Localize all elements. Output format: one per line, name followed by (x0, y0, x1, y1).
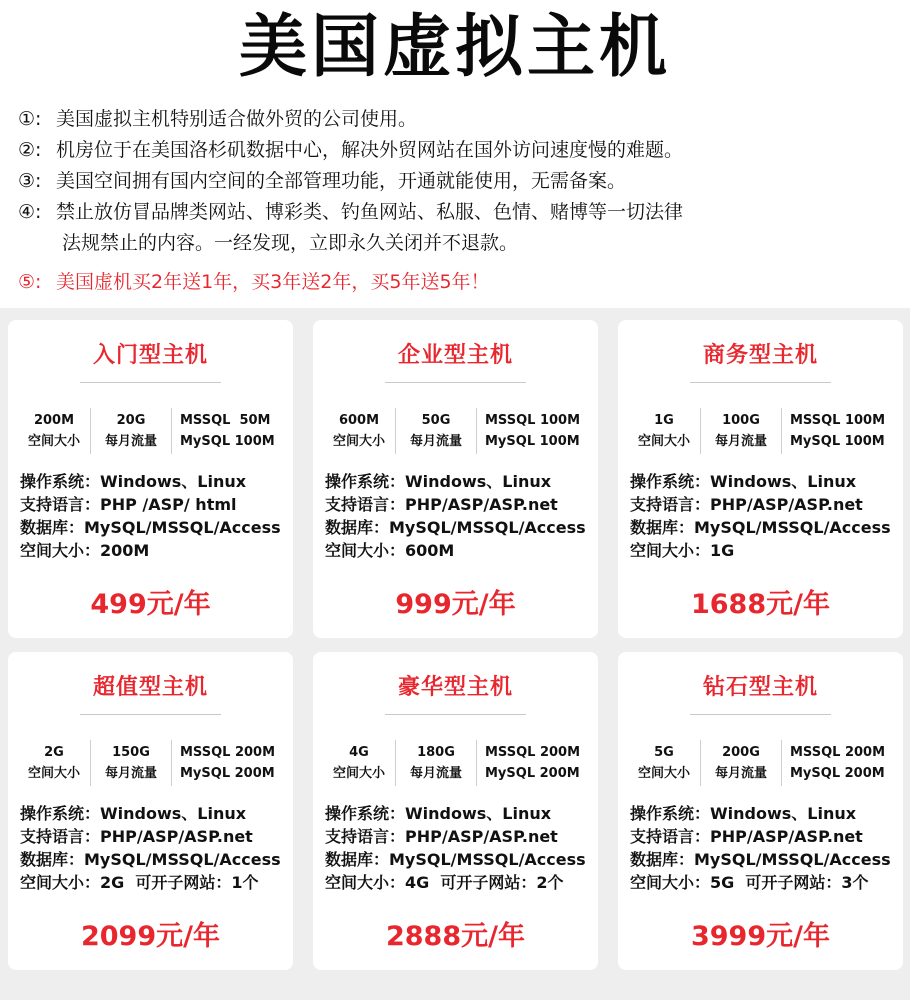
spec-row (323, 408, 591, 454)
detail-database: 数据库：MySQL/MSSQL/Access (20, 518, 281, 537)
spec-database (477, 408, 591, 454)
detail-language: 支持语言：PHP/ASP/ASP.net (630, 827, 863, 846)
plan-price: 2099元/年 (80, 921, 220, 952)
plan-price: 999元/年 (395, 589, 516, 620)
spec-db-line: MSSQL 100M (790, 413, 886, 428)
detail-os: 操作系统：Windows、Linux (20, 804, 247, 823)
plan-price: 3999元/年 (690, 921, 830, 952)
spec-label: 空间大小 (27, 434, 80, 449)
detail-space: 空间大小：4G 可开子网站：2个 (325, 873, 564, 892)
spec-traffic (395, 408, 477, 454)
spec-value: 5G (654, 745, 674, 760)
spec-label: 每月流量 (714, 434, 767, 449)
spec-db-line: MSSQL 200M (485, 745, 581, 760)
spec-label: 每月流量 (714, 766, 767, 781)
note-marker: ③: (18, 170, 42, 192)
spec-database (782, 740, 896, 786)
spec-db-line: MSSQL 200M (790, 745, 886, 760)
plan-card (313, 652, 598, 970)
plan-details (630, 802, 902, 894)
plan-card (618, 320, 903, 638)
spec-db-line: MySQL 200M (790, 766, 885, 781)
spec-value: 4G (349, 745, 369, 760)
spec-traffic (700, 408, 782, 454)
plan-card (313, 320, 598, 638)
spec-row (628, 408, 896, 454)
spec-label: 空间大小 (332, 766, 385, 781)
detail-database: 数据库：MySQL/MSSQL/Access (630, 850, 891, 869)
note-text: 法规禁止的内容。一经发现，立即永久关闭并不退款。 (62, 232, 519, 254)
spec-label: 每月流量 (409, 766, 462, 781)
detail-database: 数据库：MySQL/MSSQL/Access (20, 850, 281, 869)
spec-space (323, 740, 395, 786)
divider (385, 382, 526, 383)
divider (80, 382, 221, 383)
spec-label: 每月流量 (409, 434, 462, 449)
spec-space (628, 408, 700, 454)
spec-db-line: MSSQL 100M (485, 413, 581, 428)
plan-name: 钻石型主机 (702, 675, 818, 700)
spec-row (323, 740, 591, 786)
detail-space: 空间大小：2G 可开子网站：1个 (20, 873, 259, 892)
note-text: 机房位于在美国洛杉矶数据中心，解决外贸网站在国外访问速度慢的难题。 (56, 139, 684, 161)
spec-value: 150G (112, 745, 150, 760)
spec-space (18, 740, 90, 786)
detail-os: 操作系统：Windows、Linux (630, 472, 857, 491)
spec-db-line: MSSQL 200M (180, 745, 276, 760)
plan-details (325, 470, 597, 562)
spec-db-line: MySQL 100M (485, 434, 580, 449)
plan-card (8, 320, 293, 638)
spec-traffic (90, 408, 172, 454)
spec-db-line: MySQL 200M (485, 766, 580, 781)
spec-value: 200G (722, 745, 760, 760)
spec-database (477, 740, 591, 786)
detail-os: 操作系统：Windows、Linux (325, 804, 552, 823)
spec-space (323, 408, 395, 454)
detail-language: 支持语言：PHP /ASP/ html (20, 495, 237, 514)
detail-os: 操作系统：Windows、Linux (20, 472, 247, 491)
spec-database (172, 408, 286, 454)
note-item (18, 104, 898, 135)
note-item (18, 166, 898, 197)
note-item-continued (18, 228, 898, 259)
spec-database (782, 408, 896, 454)
detail-language: 支持语言：PHP/ASP/ASP.net (325, 827, 558, 846)
notes-list (18, 104, 898, 298)
note-text: 美国虚拟主机特别适合做外贸的公司使用。 (56, 108, 418, 130)
divider (80, 714, 221, 715)
plan-card (8, 652, 293, 970)
spec-row (628, 740, 896, 786)
detail-space: 空间大小：200M (20, 541, 150, 560)
note-marker: ②: (18, 139, 42, 161)
spec-label: 每月流量 (104, 766, 157, 781)
detail-database: 数据库：MySQL/MSSQL/Access (325, 850, 586, 869)
spec-label: 空间大小 (27, 766, 80, 781)
detail-language: 支持语言：PHP/ASP/ASP.net (20, 827, 253, 846)
plan-card (618, 652, 903, 970)
spec-label: 每月流量 (104, 434, 157, 449)
plan-details (325, 802, 597, 894)
divider (690, 382, 831, 383)
note-marker: ⑤: (18, 271, 42, 293)
page-title: 美国虚拟主机 (238, 8, 671, 87)
spec-value: 100G (722, 413, 760, 428)
plan-details (20, 802, 292, 894)
detail-space: 空间大小：600M (325, 541, 455, 560)
divider (690, 714, 831, 715)
detail-language: 支持语言：PHP/ASP/ASP.net (630, 495, 863, 514)
plan-name: 商务型主机 (702, 343, 818, 368)
detail-space: 空间大小：5G 可开子网站：3个 (630, 873, 869, 892)
plan-name: 超值型主机 (92, 675, 208, 700)
spec-traffic (395, 740, 477, 786)
spec-value: 200M (33, 413, 75, 428)
spec-traffic (700, 740, 782, 786)
spec-value: 1G (654, 413, 674, 428)
spec-label: 空间大小 (637, 434, 690, 449)
plan-name: 入门型主机 (92, 343, 208, 368)
spec-db-line: MySQL 100M (790, 434, 885, 449)
spec-label: 空间大小 (332, 434, 385, 449)
plan-price: 1688元/年 (690, 589, 830, 620)
spec-database (172, 740, 286, 786)
promo-text: 美国虚机买2年送1年，买3年送2年，买5年送5年！ (56, 271, 490, 293)
detail-os: 操作系统：Windows、Linux (630, 804, 857, 823)
plan-price: 499元/年 (90, 589, 211, 620)
plan-details (20, 470, 292, 562)
spec-value: 50G (421, 413, 451, 428)
spec-space (18, 408, 90, 454)
plan-price: 2888元/年 (385, 921, 525, 952)
spec-space (628, 740, 700, 786)
spec-value: 600M (338, 413, 380, 428)
spec-row (18, 408, 286, 454)
plan-name: 企业型主机 (397, 343, 513, 368)
detail-space: 空间大小：1G (630, 541, 735, 560)
spec-db-line: MySQL 100M (180, 434, 275, 449)
detail-language: 支持语言：PHP/ASP/ASP.net (325, 495, 558, 514)
note-item (18, 135, 898, 166)
spec-row (18, 740, 286, 786)
plan-details (630, 470, 902, 562)
detail-os: 操作系统：Windows、Linux (325, 472, 552, 491)
spec-traffic (90, 740, 172, 786)
note-text: 美国空间拥有国内空间的全部管理功能，开通就能使用，无需备案。 (56, 170, 627, 192)
spec-db-line: MySQL 200M (180, 766, 275, 781)
spec-value: 180G (417, 745, 455, 760)
detail-database: 数据库：MySQL/MSSQL/Access (325, 518, 586, 537)
divider (385, 714, 526, 715)
detail-database: 数据库：MySQL/MSSQL/Access (630, 518, 891, 537)
note-marker: ④: (18, 201, 42, 223)
plan-name: 豪华型主机 (397, 675, 513, 700)
note-item (18, 197, 898, 228)
spec-value: 20G (116, 413, 146, 428)
promo-note (18, 267, 898, 298)
spec-label: 空间大小 (637, 766, 690, 781)
note-marker: ①: (18, 108, 42, 130)
note-text: 禁止放仿冒品牌类网站、博彩类、钓鱼网站、私服、色情、赌博等一切法律 (56, 201, 684, 223)
spec-db-line: MSSQL 50M (180, 413, 271, 428)
spec-value: 2G (44, 745, 64, 760)
